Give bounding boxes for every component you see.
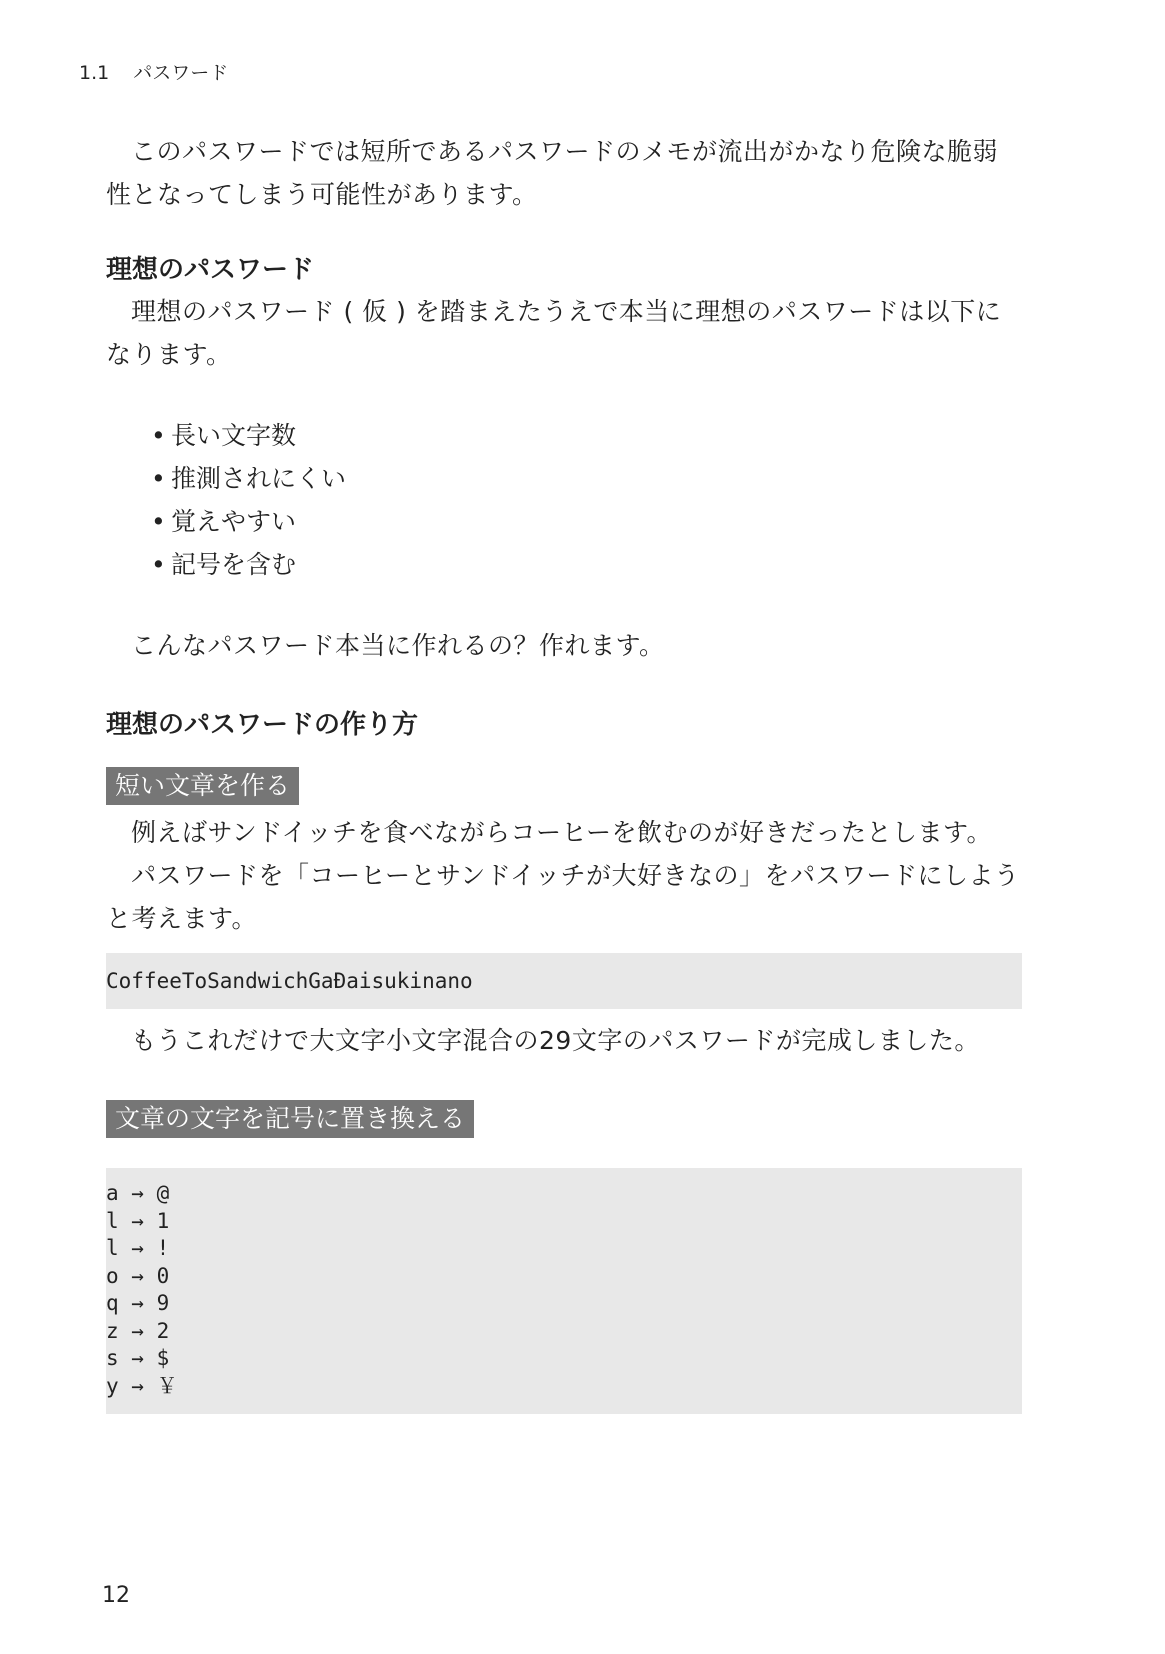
tag-replace-with-symbols: 文章の文字を記号に置き換える xyxy=(106,1100,474,1138)
list-item xyxy=(151,543,1022,586)
paragraph-weakness: このパスワードでは短所であるパスワードのメモが流出がかなり危険な脆弱性となってしまう可能性があります。 xyxy=(106,137,999,209)
page-content xyxy=(106,130,1022,1414)
heading-how-to-make: 理想のパスワードの作り方 xyxy=(106,710,419,740)
example-password-box xyxy=(106,953,1022,1009)
substitution-row: l → ! xyxy=(106,1236,170,1260)
paragraph-password-phrase: パスワードを「コーヒーとサンドイッチが大好きなの」をパスワードにしようと考えます。 xyxy=(106,861,1020,933)
list-item-text: 推測されにくい xyxy=(171,464,347,493)
section-number: 1.1 xyxy=(79,62,110,84)
substitution-row: q → 9 xyxy=(106,1291,170,1315)
substitution-row: y → ￥ xyxy=(106,1373,178,1398)
section-title: パスワード xyxy=(133,62,229,84)
running-header xyxy=(79,58,228,85)
substitution-row: s → $ xyxy=(106,1346,170,1370)
heading-ideal-password: 理想のパスワード xyxy=(106,255,315,285)
bullet-icon: • xyxy=(151,421,166,450)
substitution-row: a → @ xyxy=(106,1181,170,1205)
bullet-icon: • xyxy=(151,550,166,579)
paragraph-ideal-intro: 理想のパスワード ( 仮 ) を踏まえたうえで本当に理想のパスワードは以下になります。 xyxy=(106,297,1002,369)
list-item xyxy=(151,457,1022,500)
tag-make-short-sentence: 短い文章を作る xyxy=(106,767,299,805)
substitution-row: z → 2 xyxy=(106,1318,170,1343)
list-item xyxy=(151,500,1022,543)
paragraph-can-make: こんなパスワード本当に作れるの？作れます。 xyxy=(131,631,665,660)
substitution-row: o → 0 xyxy=(106,1263,170,1288)
list-item xyxy=(151,414,1022,457)
list-item-text: 長い文字数 xyxy=(171,421,297,450)
substitution-row: l → 1 xyxy=(106,1208,170,1233)
example-password-text: CoffeeToSandwichGaĐaisukinano xyxy=(106,969,473,993)
list-item-text: 記号を含む xyxy=(171,550,297,579)
list-item-text: 覚えやすい xyxy=(171,507,297,536)
requirements-list xyxy=(106,414,1022,586)
page-number: 12 xyxy=(102,1583,130,1608)
paragraph-complete: もうこれだけで大文字小文字混合の29文字のパスワードが完成しました。 xyxy=(131,1026,980,1055)
bullet-icon: • xyxy=(151,464,166,493)
bullet-icon: • xyxy=(151,507,166,536)
substitution-code-block xyxy=(106,1168,1022,1414)
paragraph-sandwich: 例えばサンドイッチを食べながらコーヒーを飲むのが好きだったとします。 xyxy=(131,818,993,847)
